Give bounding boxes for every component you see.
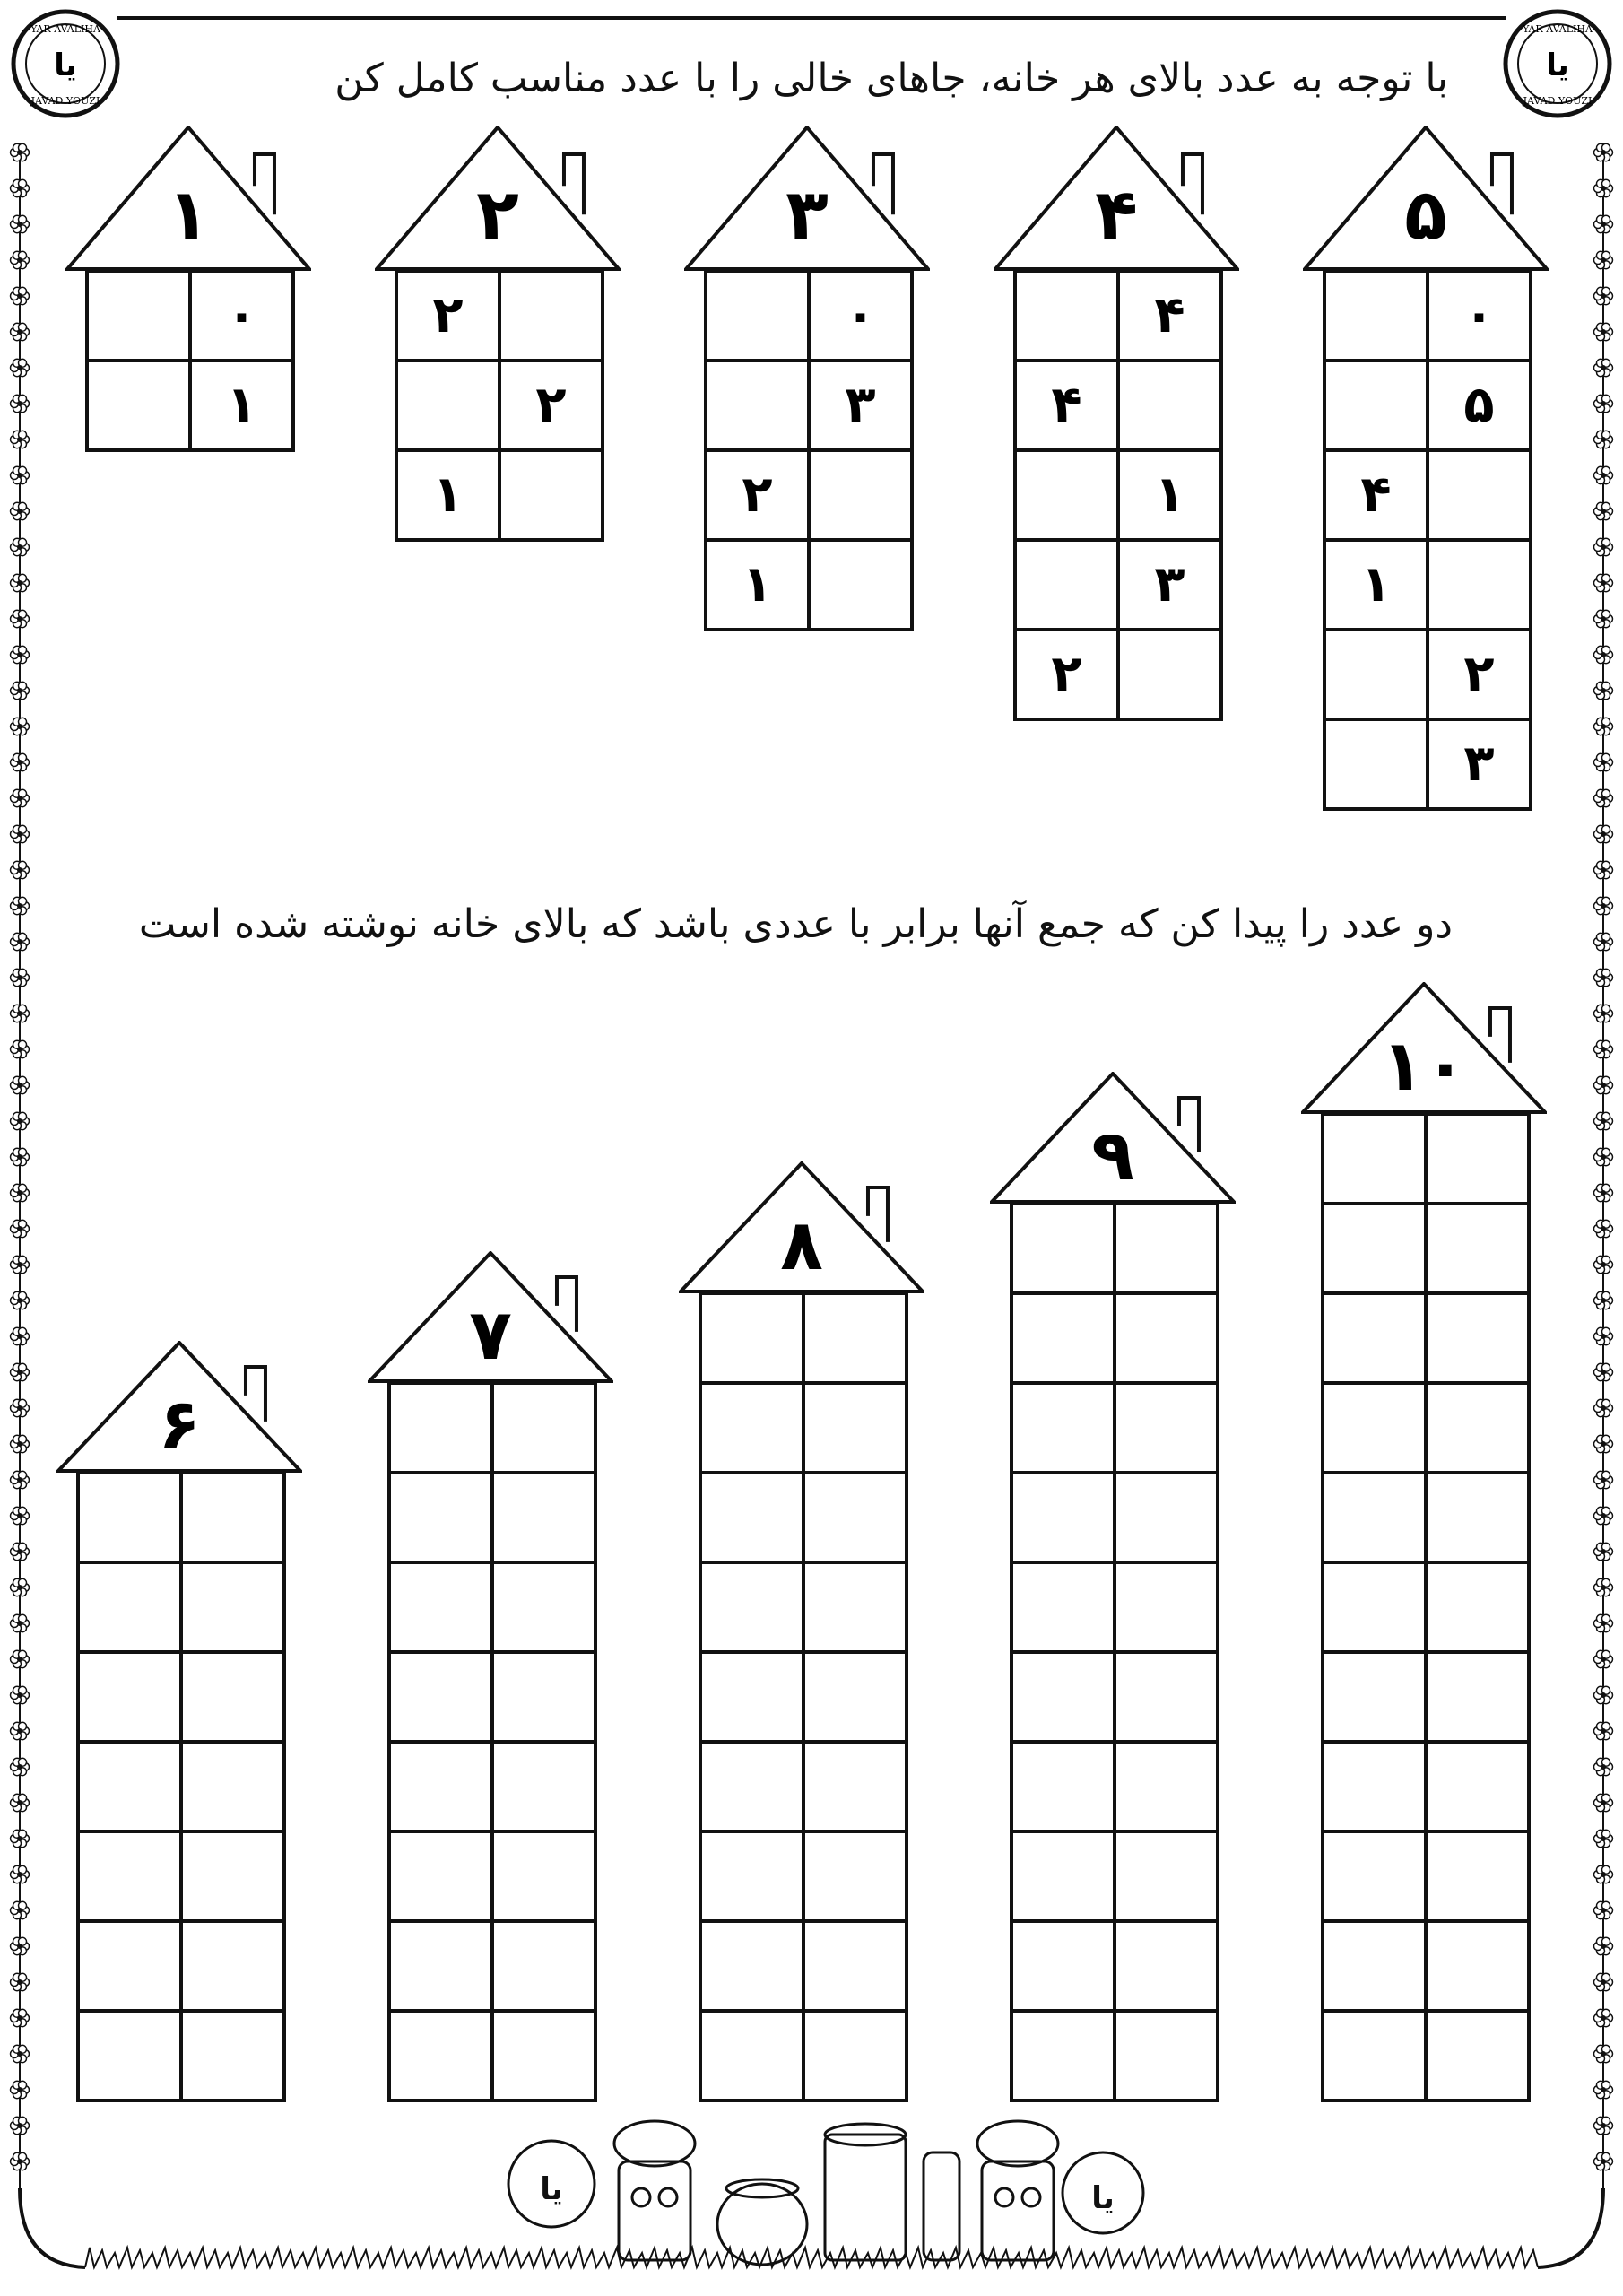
grid-row <box>389 1742 595 1831</box>
logo-emblem-left <box>7 5 124 122</box>
grid-row <box>1324 719 1531 809</box>
grid-row <box>1323 1831 1529 1921</box>
blank-cell[interactable] <box>78 1652 181 1742</box>
house-sum-2 <box>368 1251 613 2108</box>
grid-row <box>1323 1921 1529 2011</box>
house-number: ۷ <box>469 1295 512 1377</box>
blank-cell[interactable] <box>1428 450 1531 540</box>
house-fill-4 <box>994 126 1239 726</box>
grid-row <box>396 450 603 540</box>
blank-cell[interactable] <box>809 540 912 630</box>
blank-cell[interactable] <box>1115 1831 1218 1921</box>
blank-cell[interactable] <box>492 1383 595 1473</box>
number-grid <box>1321 1112 1531 2102</box>
blank-cell[interactable] <box>803 1831 907 1921</box>
blank-cell[interactable] <box>181 2011 284 2100</box>
number-grid <box>387 1381 597 2102</box>
blank-cell[interactable] <box>492 1742 595 1831</box>
grid-row <box>1011 1473 1218 1562</box>
blank-cell[interactable] <box>1324 719 1428 809</box>
blank-cell[interactable] <box>1323 1204 1426 1293</box>
blank-cell[interactable] <box>1323 1742 1426 1831</box>
blank-cell[interactable] <box>1323 1831 1426 1921</box>
blank-cell[interactable] <box>803 1293 907 1383</box>
given-number-cell: ۰ <box>809 271 912 361</box>
blank-cell[interactable] <box>1011 1742 1115 1831</box>
grid-row <box>1323 1204 1529 1293</box>
blank-cell[interactable] <box>389 1921 492 2011</box>
grid-row <box>396 361 603 450</box>
house-number: ۹ <box>1091 1116 1134 1197</box>
given-number-cell: ۱ <box>706 540 809 630</box>
given-number-cell: ۱ <box>190 361 293 450</box>
blank-cell[interactable] <box>492 1831 595 1921</box>
number-grid <box>76 1471 286 2102</box>
blank-cell[interactable] <box>181 1473 284 1562</box>
grid-row <box>1015 271 1221 361</box>
blank-cell[interactable] <box>1115 1473 1218 1562</box>
house-sum-4 <box>990 1072 1236 2108</box>
grid-row <box>700 1921 907 2011</box>
blank-cell[interactable] <box>492 2011 595 2100</box>
grid-row <box>1015 540 1221 630</box>
house-number: ۶ <box>158 1385 201 1466</box>
grid-row <box>1011 1562 1218 1652</box>
house-sum-1 <box>56 1341 302 2108</box>
blank-cell[interactable] <box>396 361 499 450</box>
grid-row <box>1323 2011 1529 2100</box>
instruction-part2: دو عدد را پیدا کن که جمع آنها برابر با عددی باشد که بالای خانه نوشته شده است <box>138 901 1453 947</box>
blank-cell[interactable] <box>78 1921 181 2011</box>
flower-chain-left <box>11 144 30 2170</box>
grid-row <box>706 540 912 630</box>
grid-row <box>396 271 603 361</box>
house-number: ۲ <box>476 174 519 256</box>
blank-cell[interactable] <box>492 1652 595 1742</box>
given-number-cell: ۵ <box>1428 361 1531 450</box>
grid-row <box>1324 630 1531 719</box>
given-number-cell: ۲ <box>1428 630 1531 719</box>
logo-bottom-text: JAVAD YOUZI <box>30 95 100 107</box>
blank-cell[interactable] <box>1118 361 1221 450</box>
blank-cell[interactable] <box>1323 1114 1426 1204</box>
house-sum-3 <box>679 1161 924 2108</box>
blank-cell[interactable] <box>181 1831 284 1921</box>
blank-cell[interactable] <box>389 1742 492 1831</box>
blank-cell[interactable] <box>1011 1383 1115 1473</box>
grid-row <box>1324 361 1531 450</box>
grid-row <box>1011 1204 1218 1293</box>
number-grid <box>1013 269 1223 721</box>
blank-cell[interactable] <box>389 2011 492 2100</box>
number-grid <box>85 269 295 452</box>
grid-row <box>1323 1114 1529 1204</box>
blank-cell[interactable] <box>1426 1293 1529 1383</box>
grid-row <box>1323 1383 1529 1473</box>
grid-row <box>1324 540 1531 630</box>
logo-mark: یا <box>1091 2180 1115 2216</box>
blank-cell[interactable] <box>1115 2011 1218 2100</box>
blank-cell[interactable] <box>1015 271 1118 361</box>
grid-row <box>1324 450 1531 540</box>
grid-row <box>389 1383 595 1473</box>
given-number-cell: ۱ <box>1118 450 1221 540</box>
blank-cell[interactable] <box>803 1921 907 2011</box>
blank-cell[interactable] <box>181 1562 284 1652</box>
grid-row <box>389 1652 595 1742</box>
house-number: ۴ <box>1095 174 1138 256</box>
blank-cell[interactable] <box>1115 1204 1218 1293</box>
blank-cell[interactable] <box>1426 1921 1529 2011</box>
blank-cell[interactable] <box>389 1473 492 1562</box>
instruction-part1: با توجه به عدد بالای هر خانه، جاهای خالی را با عدد مناسب کامل کن <box>334 56 1448 101</box>
blank-cell[interactable] <box>1011 2011 1115 2100</box>
house-fill-5 <box>1303 126 1549 816</box>
logo-bottom-text: JAVAD YOUZI <box>1523 95 1593 107</box>
blank-cell[interactable] <box>1115 1921 1218 2011</box>
blank-cell[interactable] <box>700 1652 803 1742</box>
blank-cell[interactable] <box>1011 1473 1115 1562</box>
logo-mark: یا <box>54 48 77 83</box>
blank-cell[interactable] <box>78 1742 181 1831</box>
blank-cell[interactable] <box>1115 1383 1218 1473</box>
logo-top-text: YAR AVALIHA <box>30 23 100 35</box>
blank-cell[interactable] <box>492 1473 595 1562</box>
grid-row <box>78 1742 284 1831</box>
blank-cell[interactable] <box>1324 630 1428 719</box>
blank-cell[interactable] <box>706 361 809 450</box>
grid-row <box>389 1562 595 1652</box>
grid-row <box>1015 450 1221 540</box>
grid-row <box>389 2011 595 2100</box>
blank-cell[interactable] <box>1115 1562 1218 1652</box>
grid-row <box>1323 1742 1529 1831</box>
blank-cell[interactable] <box>700 1293 803 1383</box>
grid-row <box>1323 1562 1529 1652</box>
house-number: ۵ <box>1404 174 1447 256</box>
blank-cell[interactable] <box>1323 1473 1426 1562</box>
blank-cell[interactable] <box>1011 1831 1115 1921</box>
given-number-cell: ۰ <box>190 271 293 361</box>
blank-cell[interactable] <box>1011 1293 1115 1383</box>
blank-cell[interactable] <box>78 1473 181 1562</box>
blank-cell[interactable] <box>181 1921 284 2011</box>
given-number-cell: ۲ <box>499 361 603 450</box>
grid-row <box>78 1831 284 1921</box>
blank-cell[interactable] <box>87 361 190 450</box>
blank-cell[interactable] <box>700 1562 803 1652</box>
given-number-cell: ۴ <box>1118 271 1221 361</box>
blank-cell[interactable] <box>1428 540 1531 630</box>
blank-cell[interactable] <box>389 1652 492 1742</box>
blank-cell[interactable] <box>803 2011 907 2100</box>
grid-row <box>700 1473 907 1562</box>
blank-cell[interactable] <box>803 1652 907 1742</box>
blank-cell[interactable] <box>803 1742 907 1831</box>
grid-row <box>706 450 912 540</box>
blank-cell[interactable] <box>706 271 809 361</box>
blank-cell[interactable] <box>700 1742 803 1831</box>
blank-cell[interactable] <box>1323 1562 1426 1652</box>
number-grid <box>1323 269 1532 811</box>
grid-row <box>1011 1831 1218 1921</box>
given-number-cell: ۴ <box>1324 450 1428 540</box>
blank-cell[interactable] <box>700 1383 803 1473</box>
grid-row <box>78 1562 284 1652</box>
house-fill-2 <box>375 126 621 547</box>
blank-cell[interactable] <box>1323 1921 1426 2011</box>
blank-cell[interactable] <box>1115 1293 1218 1383</box>
grid-row <box>700 1831 907 1921</box>
blank-cell[interactable] <box>1426 1562 1529 1652</box>
house-fill-3 <box>684 126 930 637</box>
grid-row <box>389 1831 595 1921</box>
blank-cell[interactable] <box>389 1562 492 1652</box>
blank-cell[interactable] <box>1426 1114 1529 1204</box>
grid-row <box>700 1562 907 1652</box>
blank-cell[interactable] <box>1426 1383 1529 1473</box>
given-number-cell: ۱ <box>1324 540 1428 630</box>
blank-cell[interactable] <box>1426 1831 1529 1921</box>
blank-cell[interactable] <box>1324 361 1428 450</box>
blank-cell[interactable] <box>1011 1652 1115 1742</box>
grid-row <box>78 1652 284 1742</box>
blank-cell[interactable] <box>499 450 603 540</box>
house-number: ۸ <box>780 1205 823 1287</box>
blank-cell[interactable] <box>1115 1742 1218 1831</box>
blank-cell[interactable] <box>1011 1204 1115 1293</box>
grid-row <box>1011 1293 1218 1383</box>
given-number-cell: ۳ <box>1118 540 1221 630</box>
blank-cell[interactable] <box>1118 630 1221 719</box>
given-number-cell: ۱ <box>396 450 499 540</box>
number-grid <box>1010 1202 1219 2102</box>
grid-row <box>1011 1383 1218 1473</box>
logo-mark: یا <box>540 2171 563 2207</box>
grid-row <box>389 1921 595 2011</box>
given-number-cell: ۳ <box>1428 719 1531 809</box>
grid-row <box>1011 1652 1218 1742</box>
grid-row <box>700 1383 907 1473</box>
blank-cell[interactable] <box>1115 1652 1218 1742</box>
blank-cell[interactable] <box>1011 1921 1115 2011</box>
grid-row <box>78 1473 284 1562</box>
grid-row <box>706 361 912 450</box>
blank-cell[interactable] <box>1426 2011 1529 2100</box>
flower-chain-right <box>1594 144 1613 2170</box>
blank-cell[interactable] <box>181 1652 284 1742</box>
grid-row <box>78 2011 284 2100</box>
number-grid <box>395 269 604 542</box>
given-number-cell: ۳ <box>809 361 912 450</box>
given-number-cell: ۰ <box>1428 271 1531 361</box>
blank-cell[interactable] <box>700 1473 803 1562</box>
blank-cell[interactable] <box>1011 1562 1115 1652</box>
grid-row <box>78 1921 284 2011</box>
blank-cell[interactable] <box>1426 1204 1529 1293</box>
blank-cell[interactable] <box>803 1383 907 1473</box>
blank-cell[interactable] <box>809 450 912 540</box>
blank-cell[interactable] <box>1015 540 1118 630</box>
given-number-cell: ۲ <box>1015 630 1118 719</box>
grid-row <box>1323 1293 1529 1383</box>
grid-row <box>87 361 293 450</box>
blank-cell[interactable] <box>700 1921 803 2011</box>
grid-row <box>1011 1742 1218 1831</box>
grid-row <box>700 1652 907 1742</box>
blank-cell[interactable] <box>1426 1473 1529 1562</box>
grid-row <box>700 2011 907 2100</box>
given-number-cell: ۴ <box>1015 361 1118 450</box>
grid-row <box>1324 271 1531 361</box>
blank-cell[interactable] <box>1323 1383 1426 1473</box>
bottom-illustration <box>475 2099 1157 2278</box>
blank-cell[interactable] <box>87 271 190 361</box>
grid-row <box>1323 1473 1529 1562</box>
blank-cell[interactable] <box>389 1383 492 1473</box>
grid-row <box>1011 2011 1218 2100</box>
logo-top-text: YAR AVALIHA <box>1523 23 1593 35</box>
blank-cell[interactable] <box>803 1473 907 1562</box>
grid-row <box>700 1293 907 1383</box>
blank-cell[interactable] <box>1323 1293 1426 1383</box>
grid-row <box>706 271 912 361</box>
blank-cell[interactable] <box>1324 271 1428 361</box>
blank-cell[interactable] <box>700 2011 803 2100</box>
house-number: ۱۰ <box>1381 1026 1467 1108</box>
grid-row <box>87 271 293 361</box>
number-grid <box>704 269 914 631</box>
grid-row <box>1015 361 1221 450</box>
house-fill-1 <box>65 126 311 457</box>
blank-cell[interactable] <box>700 1831 803 1921</box>
house-number: ۱ <box>167 174 210 256</box>
blank-cell[interactable] <box>492 1562 595 1652</box>
blank-cell[interactable] <box>803 1562 907 1652</box>
logo-emblem-right <box>1499 5 1616 122</box>
house-sum-5 <box>1301 982 1547 2108</box>
blank-cell[interactable] <box>1426 1652 1529 1742</box>
blank-cell[interactable] <box>389 1831 492 1921</box>
blank-cell[interactable] <box>1015 450 1118 540</box>
number-grid <box>699 1292 908 2102</box>
blank-cell[interactable] <box>1323 1652 1426 1742</box>
grid-row <box>389 1473 595 1562</box>
grid-row <box>1015 630 1221 719</box>
blank-cell[interactable] <box>499 271 603 361</box>
blank-cell[interactable] <box>1323 2011 1426 2100</box>
blank-cell[interactable] <box>78 2011 181 2100</box>
given-number-cell: ۲ <box>396 271 499 361</box>
blank-cell[interactable] <box>492 1921 595 2011</box>
blank-cell[interactable] <box>1426 1742 1529 1831</box>
grid-row <box>1011 1921 1218 2011</box>
blank-cell[interactable] <box>78 1831 181 1921</box>
blank-cell[interactable] <box>78 1562 181 1652</box>
house-number: ۳ <box>785 174 829 256</box>
blank-cell[interactable] <box>181 1742 284 1831</box>
grid-row <box>1323 1652 1529 1742</box>
logo-mark: یا <box>1546 48 1569 83</box>
given-number-cell: ۲ <box>706 450 809 540</box>
grid-row <box>700 1742 907 1831</box>
